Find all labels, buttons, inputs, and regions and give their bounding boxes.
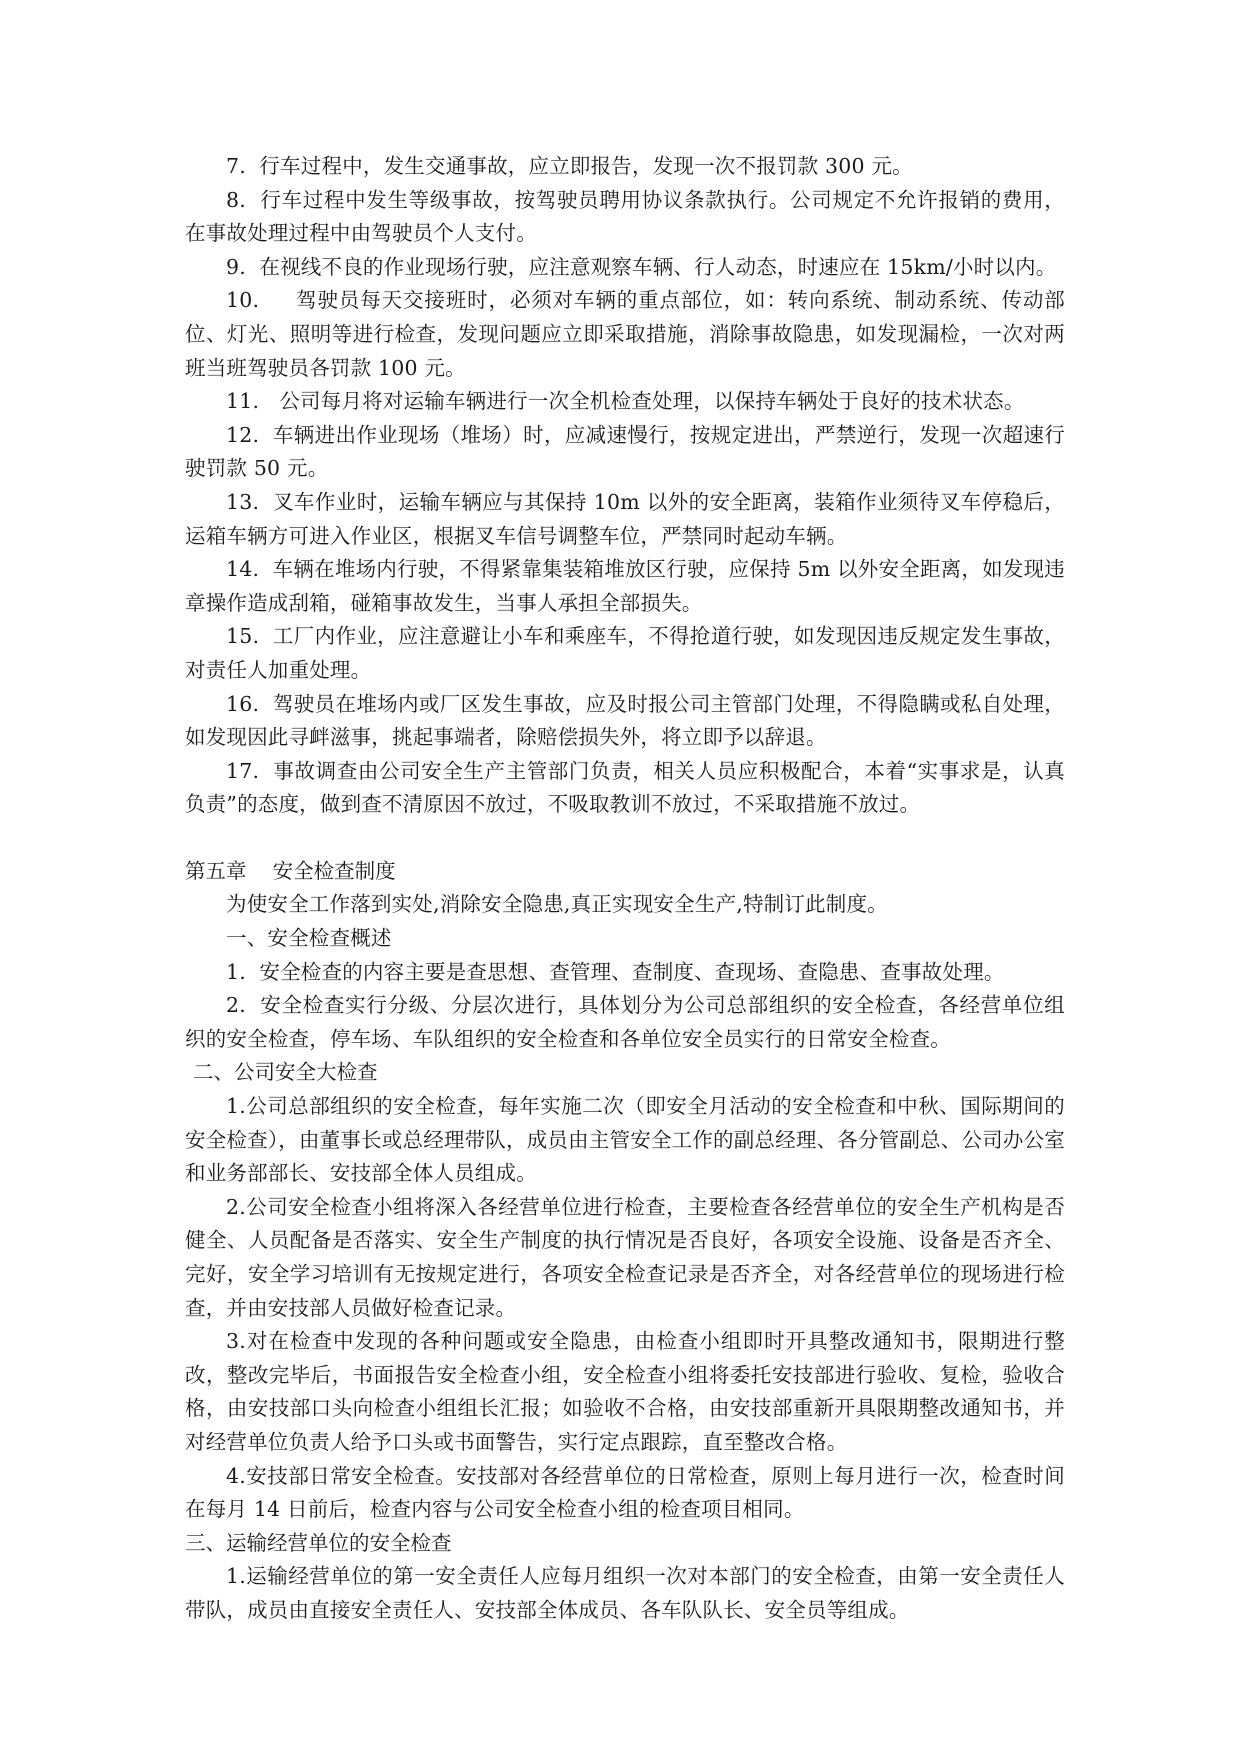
rule-7: 7. 行车过程中，发生交通事故，应立即报告，发现一次不报罚款 300 元。: [226, 154, 913, 178]
rule-15: 15. 工厂内作业，应注意避让小车和乘座车，不得抢道行驶，如发现因违反规定发生事故，对责任人加重处理。: [185, 624, 1065, 682]
rule-10: 10. 驾驶员每天交接班时，必须对车辆的重点部位，如：转向系统、制动系统、传动部位、灯光、照明等进行检查，发现问题应立即采取措施，消除事故隐患，如发现漏检，一次对两班当班驾驶员各罚款 100 元。: [185, 288, 1065, 380]
section-2-title: 二、公司安全大检查: [193, 1060, 378, 1085]
section-2-item-2: 2.公司安全检查小组将深入各经营单位进行检查，主要检查各经营单位的安全生产机构是否健全、人员配备是否落实、安全生产制度的执行情况是否良好，各项安全设施、设备是否齐全、完好，安全学习培训有无按规定进行，各项安全检查记录是否齐全，对各经营单位的现场进行检查，并由安技部人员做好检查记录。: [185, 1194, 1065, 1320]
section-1-title: 一、安全检查概述: [226, 926, 392, 951]
rule-12: 12. 车辆进出作业现场（堆场）时，应减速慢行，按规定进出，严禁逆行，发现一次超速行驶罚款 50 元。: [185, 422, 1065, 481]
rule-16: 16. 驾驶员在堆场内或厂区发生事故，应及时报公司主管部门处理，不得隐瞒或私自处理，如发现因此寻衅滋事，挑起事端者，除赔偿损失外，将立即予以辞退。: [185, 691, 1065, 750]
rule-14: 14. 车辆在堆场内行驶，不得紧靠集装箱堆放区行驶，应保持 5m 以外安全距离，如发现违章操作造成刮箱，碰箱事故发生，当事人承担全部损失。: [185, 557, 1065, 615]
rule-13: 13. 叉车作业时，运输车辆应与其保持 10m 以外的安全距离，装箱作业须待叉车停稳后，运箱车辆方可进入作业区，根据叉车信号调整车位，严禁同时起动车辆。: [185, 489, 1065, 548]
section-3-title: 三、运输经营单位的安全检查: [185, 1530, 452, 1555]
rule-11: 11. 公司每月将对运输车辆进行一次全机检查处理，以保持车辆处于良好的技术状态。: [226, 389, 1025, 414]
section-2-item-3: 3.对在检查中发现的各种问题或安全隐患，由检查小组即时开具整改通知书，限期进行整改，整改完毕后，书面报告安全检查小组，安全检查小组将委托安技部进行验收、复检，验收合格，由安技部口头向检查小组组长汇报；如验收不合格，由安技部重新开具限期整改通知书，并对经营单位负责人给予口头或书面警告，实行定点跟踪，直至整改合格。: [185, 1329, 1065, 1454]
rule-8: 8. 行车过程中发生等级事故，按驾驶员聘用协议条款执行。公司规定不允许报销的费用，在事故处理过程中由驾驶员个人支付。: [185, 187, 1065, 246]
chapter-intro: 为使安全工作落到实处,消除安全隐患,真正实现安全生产,特制订此制度。: [226, 892, 888, 917]
rule-9: 9. 在视线不良的作业现场行驶，应注意观察车辆、行人动态，时速应在 15km/小时以内。: [226, 254, 1057, 279]
section-3-item-1: 1.运输经营单位的第一安全责任人应每月组织一次对本部门的安全检查，由第一安全责任人带队，成员由直接安全责任人、安技部全体成员、各车队队长、安全员等组成。: [185, 1564, 1065, 1622]
section-1-item-2: 2. 安全检查实行分级、分层次进行，具体划分为公司总部组织的安全检查，各经营单位组织的安全检查，停车场、车队组织的安全检查和各单位安全员实行的日常安全检查。: [185, 993, 1065, 1051]
chapter-title: 第五章 安全检查制度: [185, 858, 396, 883]
rule-17: 17. 事故调查由公司安全生产主管部门负责，相关人员应积极配合，本着“实事求是，认真负责”的态度，做到查不清原因不放过，不吸取教训不放过，不采取措施不放过。: [185, 758, 1065, 817]
section-2-item-1: 1.公司总部组织的安全检查，每年实施二次（即安全月活动的安全检查和中秋、国际期间的安全检查），由董事长或总经理带队，成员由主管安全工作的副总经理、各分管副总、公司办公室和业务部部长、安技部全体人员组成。: [185, 1094, 1065, 1186]
section-1-item-1: 1. 安全检查的内容主要是查思想、查管理、查制度、查现场、查隐患、查事故处理。: [226, 959, 1005, 984]
section-2-item-4: 4.安技部日常安全检查。安技部对各经营单位的日常检查，原则上每月进行一次，检查时间在每月 14 日前后，检查内容与公司安全检查小组的检查项目相同。: [185, 1463, 1065, 1522]
document-page: [185, 150, 1065, 1628]
